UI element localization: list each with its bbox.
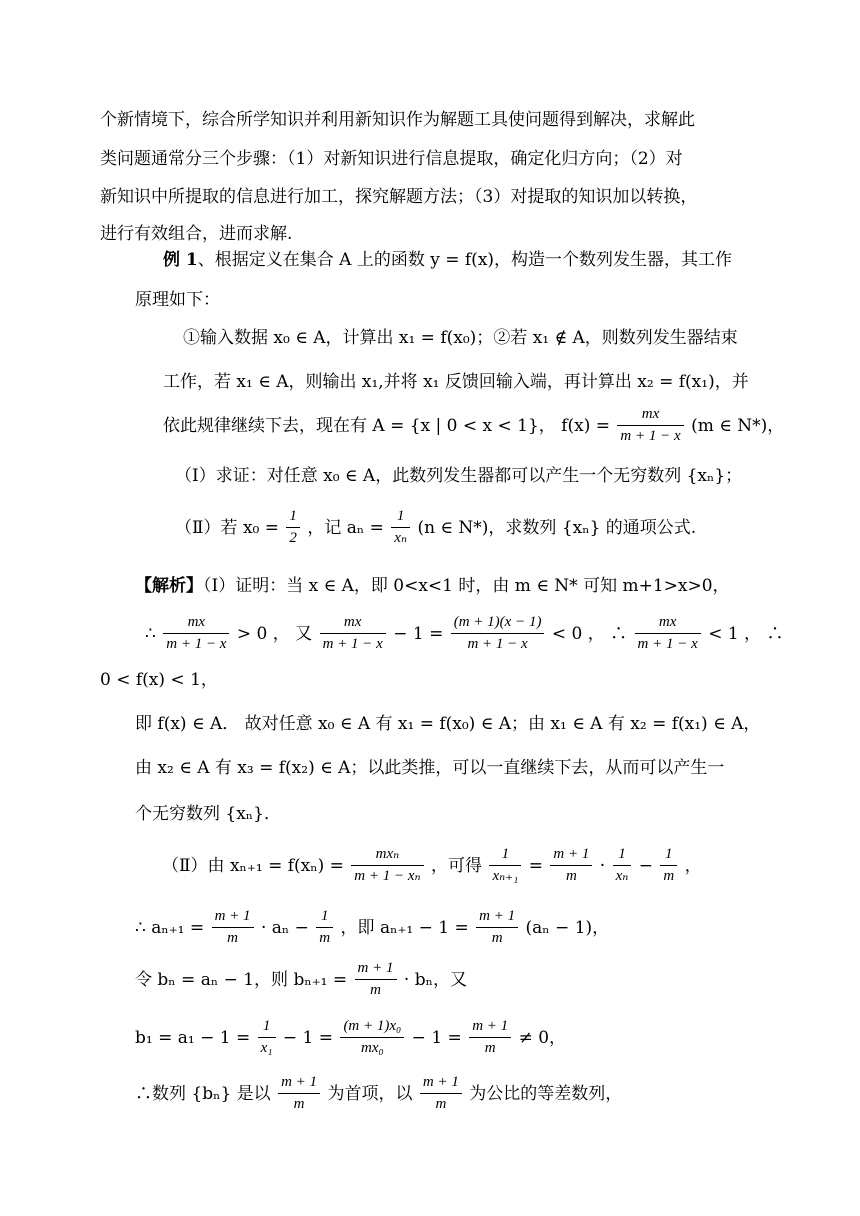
step3-text-a: 依此规律继续下去，现在有 A = {x | 0 < x < 1}， f(x) = <box>163 416 611 436</box>
s9-den-1: m <box>355 979 397 998</box>
s8-d: (aₙ − 1)， <box>525 918 610 938</box>
solution-line-2 <box>145 616 783 653</box>
s2-pre: ∴ <box>145 624 156 644</box>
s8-den-2: m <box>316 927 333 946</box>
intro-line-2: 类问题通常分三个步骤：（1）对新知识进行信息提取，确定化归方向；（2）对 <box>100 149 683 169</box>
solution-s4: 即 f(x) ∈ A． 故对任意 x₀ ∈ A 有 x₁ = f(x₀) ∈ A；由 x₁ ∈ A 有 x₂ = f(x₁) ∈ A， <box>135 714 761 734</box>
solution-label: 【解析】 <box>135 576 203 596</box>
s8-den-1: m <box>212 927 254 946</box>
s7-num-4: 1 <box>618 846 626 862</box>
s2-fraction-2 <box>320 615 386 652</box>
s10-fraction-2 <box>340 1019 404 1056</box>
s2-gt: > 0 ， 又 <box>236 624 313 644</box>
example-step-2: 工作，若 x₁ ∈ A，则输出 x₁,并将 x₁ 反馈回输入端，再计算出 x₂ = f(x₁)，并 <box>163 372 749 392</box>
solution-line-9 <box>135 962 467 999</box>
intro-line-1: 个新情境下，综合所学知识并利用新知识作为解题工具使问题得到解决，求解此 <box>100 110 695 130</box>
s10-num-1: 1 <box>262 1018 271 1034</box>
s10-den-3: m <box>469 1037 511 1056</box>
s9-a: 令 bₙ = aₙ − 1，则 bₙ₊₁ = <box>135 970 348 990</box>
s9-b: · bₙ，又 <box>403 970 467 990</box>
s10-num-2: (m + 1)x₀ <box>343 1018 402 1034</box>
s11-den-1: m <box>278 1093 320 1112</box>
s11-b: 为首项，以 <box>327 1084 413 1104</box>
example-text-1: 、根据定义在集合 A 上的函数 y = f(x)，构造一个数列发生器，其工作 <box>197 250 733 270</box>
s2-num-2: mx <box>343 614 362 630</box>
step3-text-b: (m ∈ N*)， <box>691 416 785 436</box>
solution-s1: （Ⅰ）证明：当 x ∈ A，即 0<x<1 时，由 m ∈ N* 可知 m+1>x>0， <box>203 576 730 596</box>
s7-fraction-3 <box>550 847 592 884</box>
s7-den-3: m <box>550 865 592 884</box>
s2-den-4: m + 1 − x <box>635 633 701 652</box>
q2-den-1: 2 <box>286 527 300 546</box>
solution-line-11 <box>135 1076 622 1113</box>
s7-a: （Ⅱ）由 xₙ₊₁ = f(xₙ) = <box>162 856 344 876</box>
s11-num-1: m + 1 <box>281 1074 318 1090</box>
s2-den-3: m + 1 − x <box>451 633 545 652</box>
s8-fraction-3 <box>476 909 518 946</box>
s2-fraction-1 <box>163 615 229 652</box>
q2-text-c: (n ∈ N*)，求数列 {xₙ} 的通项公式. <box>417 518 697 538</box>
s8-num-1: m + 1 <box>214 908 251 924</box>
s8-den-3: m <box>476 927 518 946</box>
s10-b: − 1 = <box>282 1028 334 1048</box>
s7-b: ，可得 <box>431 856 483 876</box>
s8-b: · aₙ − <box>260 918 309 938</box>
example-text-2: 原理如下： <box>135 290 220 310</box>
s11-fraction-1 <box>278 1075 320 1112</box>
s2-num-3: (m + 1)(x − 1) <box>453 614 542 630</box>
solution-line-1 <box>135 578 730 595</box>
s2-lt1: < 1 ， ∴ <box>708 624 784 644</box>
solution-line-7 <box>162 848 702 885</box>
s7-fraction-2 <box>489 847 521 884</box>
s7-den-2: xₙ₊₁ <box>489 865 521 884</box>
s9-fraction-1 <box>355 961 397 998</box>
s8-a: ∴ aₙ₊₁ = <box>135 918 205 938</box>
s11-a: ∴数列 {bₙ} 是以 <box>135 1084 271 1104</box>
solution-s5: 由 x₂ ∈ A 有 x₃ = f(x₂) ∈ A；以此类推，可以一直继续下去，从而可以产生一 <box>135 758 725 778</box>
s7-fraction-1 <box>351 847 423 884</box>
s2-den-2: m + 1 − x <box>320 633 386 652</box>
s7-den-5: m <box>660 865 677 884</box>
step3-num: mx <box>641 406 660 422</box>
question-2 <box>175 510 696 547</box>
example-label: 例 1 <box>163 250 198 270</box>
s7-den-1: m + 1 − xₙ <box>351 865 423 884</box>
s11-den-2: m <box>420 1093 462 1112</box>
s8-num-3: m + 1 <box>479 908 516 924</box>
s7-f: ， <box>684 856 702 876</box>
s11-fraction-2 <box>420 1075 462 1112</box>
s8-fraction-2 <box>316 909 333 946</box>
solution-s3: 0 < f(x) < 1， <box>100 670 218 690</box>
example-heading <box>163 252 732 269</box>
s2-eq: − 1 = <box>393 624 444 644</box>
s10-fraction-3 <box>469 1019 511 1056</box>
question-1: （Ⅰ）求证：对任意 x₀ ∈ A，此数列发生器都可以产生一个无穷数列 {xₙ}； <box>175 466 743 486</box>
solution-s6: 个无穷数列 {xₙ}． <box>135 804 281 824</box>
s11-num-2: m + 1 <box>422 1074 459 1090</box>
s8-num-2: 1 <box>320 908 329 924</box>
s7-num-1: mxₙ <box>375 846 400 862</box>
s7-den-4: xₙ <box>613 865 632 884</box>
step3-den: m + 1 − x <box>617 425 683 444</box>
s10-den-2: mx₀ <box>340 1037 404 1056</box>
step3-fraction <box>617 407 683 444</box>
s10-c: − 1 = <box>411 1028 462 1048</box>
q2-num-2: 1 <box>396 508 405 524</box>
intro-line-3: 新知识中所提取的信息进行加工，探究解题方法；（3）对提取的知识加以转换， <box>100 187 698 207</box>
q2-text-b: ，记 aₙ = <box>307 518 384 538</box>
s7-num-5: 1 <box>665 846 673 862</box>
s2-fraction-3 <box>451 615 545 652</box>
s7-num-3: m + 1 <box>553 846 590 862</box>
s2-num-1: mx <box>187 614 206 630</box>
s7-num-2: 1 <box>501 846 510 862</box>
s2-num-4: mx <box>658 614 677 630</box>
s10-a: b₁ = a₁ − 1 = <box>135 1028 251 1048</box>
s10-den-1: x₁ <box>258 1037 276 1056</box>
s7-e: − <box>638 856 653 876</box>
s7-fraction-5 <box>660 847 677 884</box>
s7-fraction-4 <box>613 847 632 884</box>
s9-num-1: m + 1 <box>357 960 394 976</box>
s10-num-3: m + 1 <box>472 1018 509 1034</box>
q2-text-a: （Ⅱ）若 x₀ = <box>175 518 280 538</box>
s8-fraction-1 <box>212 909 254 946</box>
s11-c: 为公比的等差数列， <box>469 1084 623 1104</box>
s10-d: ≠ 0， <box>518 1028 567 1048</box>
s7-d: · <box>599 856 606 876</box>
solution-line-8 <box>135 910 609 947</box>
intro-line-4: 进行有效组合，进而求解. <box>100 224 293 244</box>
s2-fraction-4 <box>635 615 701 652</box>
q2-fraction-1 <box>286 509 300 546</box>
example-step-1: ①输入数据 x₀ ∈ A，计算出 x₁ = f(x₀)；②若 x₁ ∉ A，则数列发生器结束 <box>183 328 738 348</box>
s8-c: ，即 aₙ₊₁ − 1 = <box>340 918 469 938</box>
q2-num-1: 1 <box>289 508 297 524</box>
example-step-3 <box>163 408 784 445</box>
s10-fraction-1 <box>258 1019 276 1056</box>
s2-lt: < 0 ， ∴ <box>551 624 628 644</box>
q2-den-2: xₙ <box>391 527 410 546</box>
solution-line-10 <box>135 1020 566 1057</box>
s2-den-1: m + 1 − x <box>163 633 229 652</box>
s7-c: = <box>528 856 543 876</box>
q2-fraction-2 <box>391 509 410 546</box>
